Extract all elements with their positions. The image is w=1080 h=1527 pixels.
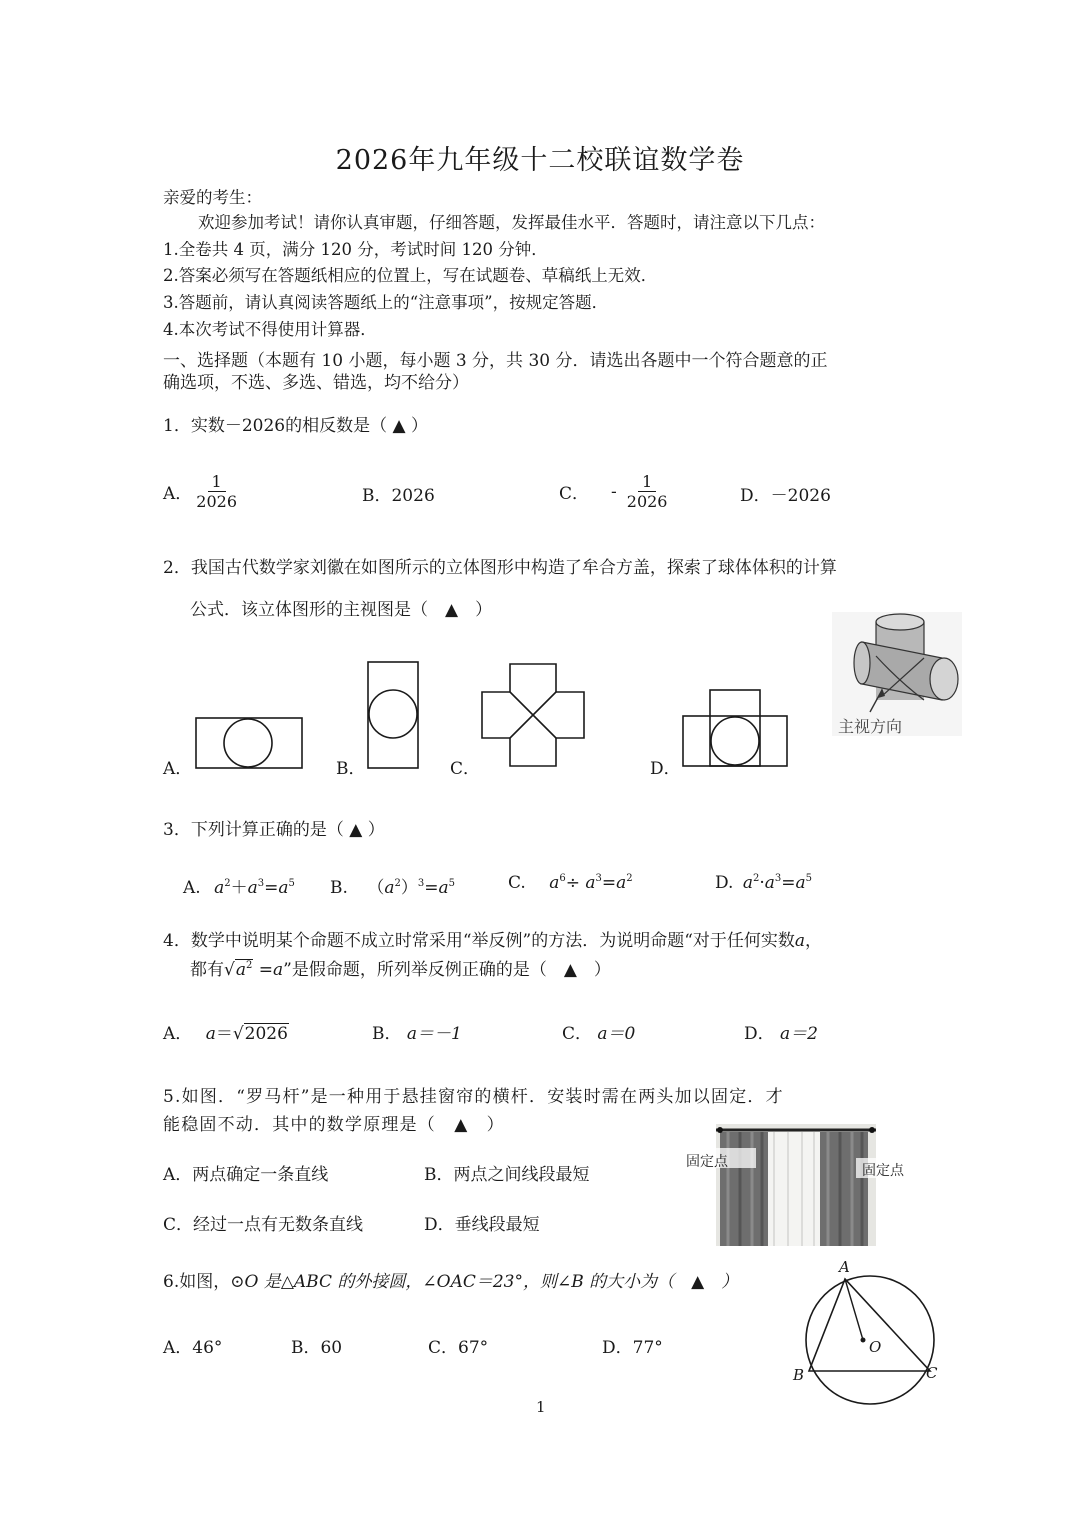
q5-option-a: A．两点确定一条直线 — [163, 1165, 329, 1185]
q1-option-b: B．2026 — [362, 486, 435, 506]
page-number: 1 — [536, 1398, 546, 1416]
q2-option-c-figure — [480, 662, 588, 770]
q1-option-a-numerator: 1 — [208, 472, 226, 492]
q4-option-a: A． a＝√2026 — [163, 1024, 288, 1044]
q6-stem — [163, 1267, 738, 1292]
q1-option-c-numerator: 1 — [638, 472, 656, 492]
q4-stem-line2-post: ”是假命题，所列举反例正确的是（ ▲ ） — [283, 960, 611, 980]
q1-stem: 1．实数－2026的相反数是（ ▲ ） — [163, 416, 428, 436]
q4-option-b-label: B． — [372, 1024, 402, 1044]
note-1: 1.全卷共 4 页，满分 120 分，考试时间 120 分钟． — [163, 240, 548, 259]
q5-option-c: C．经过一点有无数条直线 — [163, 1215, 364, 1235]
q4-stem-line1-text: 4．数学中说明某个命题不成立时常采用“举反例”的方法．为说明命题“对于任何实数 — [163, 931, 795, 951]
q3-option-b — [330, 873, 455, 898]
q6-option-d: D．77° — [602, 1338, 663, 1358]
q5-fixed-point-right: 固定点 — [862, 1163, 904, 1179]
q4-stem-line1-end: ， — [805, 931, 823, 951]
q1-option-a-label: A． — [163, 484, 193, 504]
q2-view-direction-caption: 主视方向 — [838, 717, 903, 736]
q2-option-b-label: B． — [336, 759, 366, 779]
q6-option-b: B．60 — [291, 1338, 343, 1358]
q2-option-a-label: A． — [163, 759, 193, 779]
q2-stem-line2: 公式．该立体图形的主视图是（ ▲ ） — [190, 600, 493, 620]
q4-sqrt-expression: $√a^2 =a$ — [224, 960, 284, 980]
q5-stem-line1: 5.如图．“罗马杆”是一种用于悬挂窗帘的横杆．安装时需在两头加以固定．才 — [163, 1087, 784, 1107]
circle-dot-symbol: ⊙ — [230, 1272, 245, 1292]
q6-circle-figure — [790, 1256, 950, 1416]
q5-fixed-point-left: 固定点 — [686, 1154, 728, 1170]
q1-option-a-fraction — [192, 472, 241, 511]
q4-option-b — [372, 1019, 462, 1044]
q3-stem: 3．下列计算正确的是（ ▲ ） — [163, 820, 385, 840]
q4-option-b-value: a＝－1 — [406, 1024, 462, 1044]
q6-point-o-label: O — [869, 1338, 882, 1356]
q4-option-d-value: a＝2 — [780, 1024, 818, 1044]
q3-option-c — [508, 873, 633, 893]
q6-option-c: C．67° — [428, 1338, 489, 1358]
q3-option-a-label: A. — [183, 878, 201, 898]
q2-option-c-label: C． — [450, 759, 481, 779]
note-2: 2.答案必须写在答题纸相应的位置上，写在试题卷、草稿纸上无效． — [163, 266, 658, 285]
q4-variable-a: a — [794, 931, 806, 951]
q5-curtain-photo — [716, 1124, 876, 1246]
q2-stem-line1: 2．我国古代数学家刘徽在如图所示的立体图形中构造了牟合方盖，探索了球体体积的计算 — [163, 558, 837, 578]
q5-option-d: D．垂线段最短 — [424, 1215, 540, 1235]
q6-stem-pre: 6.如图， — [163, 1272, 231, 1292]
q3-option-b-label: B. — [330, 878, 348, 898]
note-4: 4.本次考试不得使用计算器． — [163, 320, 377, 339]
greeting: 亲爱的考生： — [163, 188, 262, 207]
q3-option-d-expr: $a^2\cdot a^3=a^5$ — [742, 873, 813, 893]
q2-option-a-figure — [195, 716, 305, 770]
intro-text: 欢迎参加考试！请你认真审题，仔细答题，发挥最佳水平．答题时，请注意以下几点： — [198, 213, 825, 232]
q2-option-b-figure — [367, 660, 421, 770]
q4-option-d-label: D． — [744, 1024, 775, 1044]
q2-option-d-label: D． — [650, 759, 681, 779]
q4-option-a-value: 2026 — [244, 1024, 288, 1044]
q3-option-d — [715, 873, 812, 893]
q4-option-c-label: C． — [562, 1024, 593, 1044]
q6-point-a-label: A — [839, 1258, 850, 1276]
q4-stem-line2-pre: 都有 — [190, 960, 224, 980]
q4-option-d — [744, 1019, 818, 1044]
q3-option-a-expr: $a^2+a^3=a^5$ — [214, 878, 295, 898]
q1-option-c-label: C． — [559, 484, 590, 504]
q6-point-c-label: C — [926, 1364, 938, 1382]
q4-stem-line2 — [190, 955, 611, 980]
exam-title: 2026年九年级十二校联谊数学卷 — [335, 145, 745, 176]
q6-option-a: A．46° — [163, 1338, 223, 1358]
q1-option-c-sign: - — [611, 481, 617, 502]
q3-option-b-expr: $(a^2)^3=a^5$ — [367, 878, 455, 898]
q1-option-a-denominator: 2026 — [196, 492, 237, 511]
q6-point-b-label: B — [793, 1366, 805, 1384]
q4-option-c-value: a＝0 — [597, 1024, 636, 1044]
note-3: 3.答题前，请认真阅读答题纸上的“注意事项”，按规定答题． — [163, 293, 609, 312]
q1-option-c — [559, 472, 671, 511]
q3-option-a — [183, 873, 295, 898]
q5-stem-line2: 能稳固不动．其中的数学原理是（ ▲ ） — [163, 1115, 505, 1135]
q4-option-a-label: A． — [163, 1024, 193, 1044]
q2-option-d-figure — [681, 688, 789, 770]
q1-option-d: D．－2026 — [740, 486, 831, 506]
q4-option-c — [562, 1019, 635, 1044]
q3-option-c-label: C. — [508, 873, 526, 893]
q6-stem-main: O 是△ABC 的外接圆，∠OAC＝23°，则∠B 的大小为（ ▲ ） — [244, 1272, 739, 1292]
q3-option-c-expr: $a^6\div a^3=a^2$ — [549, 873, 633, 893]
section-header-line2: 确选项，不选、多选、错选，均不给分） — [163, 373, 469, 393]
q4-stem-line1 — [163, 926, 822, 951]
q1-option-c-fraction — [623, 472, 672, 511]
q1-option-c-denominator: 2026 — [626, 492, 668, 511]
q1-option-a — [163, 472, 241, 511]
section-header-line1: 一、选择题（本题有 10 小题，每小题 3 分，共 30 分．请选出各题中一个符合题意的正 — [163, 351, 828, 371]
q5-option-b: B．两点之间线段最短 — [424, 1165, 590, 1185]
q3-option-d-label: D. — [715, 873, 734, 893]
